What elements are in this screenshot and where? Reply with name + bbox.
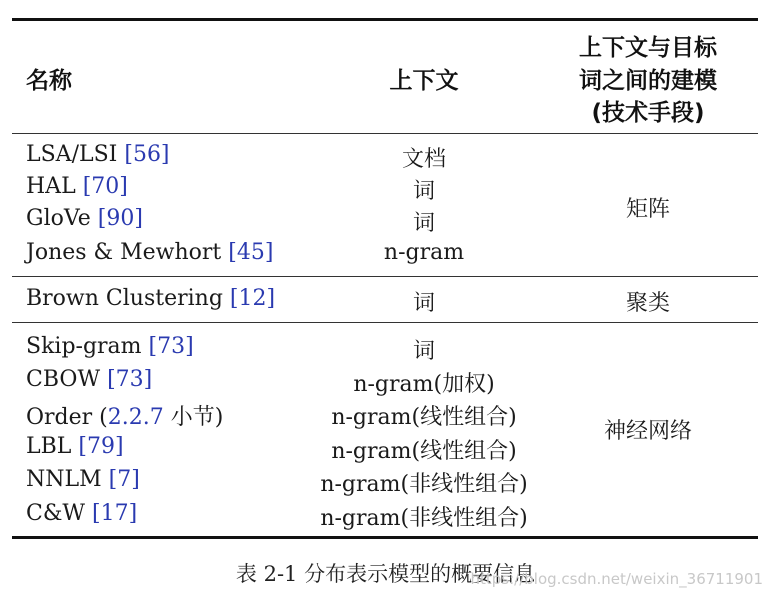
header-name: 名称 — [26, 68, 72, 94]
table-row-name: NNLM [7] — [26, 467, 140, 492]
table-row-name: LBL [79] — [26, 434, 124, 459]
table-row-context: 词 — [412, 211, 435, 236]
header-modeling-line1: 上下文与目标 — [579, 35, 717, 61]
table-row-name: Order (2.2.7 小节) — [26, 405, 224, 430]
header-context: 上下文 — [389, 68, 459, 94]
table-row-context: 词 — [412, 179, 435, 204]
group1-rule — [12, 276, 758, 277]
top-rule — [12, 18, 758, 21]
table-row-context: n-gram(线性组合) — [331, 405, 517, 430]
header-modeling-line2: 词之间的建模 — [579, 68, 717, 94]
group-modeling-label: 矩阵 — [625, 197, 670, 222]
table-caption: 表 2-1 分布表示模型的概要信息 — [235, 562, 536, 586]
table-row-context: n-gram — [383, 240, 465, 265]
header-rule — [12, 133, 758, 134]
table-row-name: Skip-gram [73] — [26, 334, 194, 359]
table-row-context: n-gram(非线性组合) — [320, 506, 528, 531]
table-row-name: Jones & Mewhort [45] — [26, 240, 274, 265]
table-row-name: GloVe [90] — [26, 206, 143, 231]
group-modeling-label: 神经网络 — [603, 419, 692, 444]
group-modeling-label: 聚类 — [625, 291, 670, 316]
table-row-context: n-gram(非线性组合) — [320, 472, 528, 497]
header-modeling-line3: (技术手段) — [591, 100, 705, 126]
table-row-context: n-gram(线性组合) — [331, 439, 517, 464]
table-row-context: 词 — [412, 339, 435, 364]
table-row-name: HAL [70] — [26, 174, 128, 199]
table-row-name: LSA/LSI [56] — [26, 142, 170, 167]
table-row-context: 词 — [412, 291, 435, 316]
table-row-context: 文档 — [401, 147, 446, 172]
watermark-url: https://blog.csdn.net/weixin_36711901 — [470, 570, 763, 588]
group2-rule — [12, 322, 758, 323]
table-row-name: CBOW [73] — [26, 367, 153, 392]
table-row-name: Brown Clustering [12] — [26, 286, 276, 311]
bottom-rule — [12, 536, 758, 539]
table-row-name: C&W [17] — [26, 501, 138, 526]
table-row-context: n-gram(加权) — [353, 372, 495, 397]
